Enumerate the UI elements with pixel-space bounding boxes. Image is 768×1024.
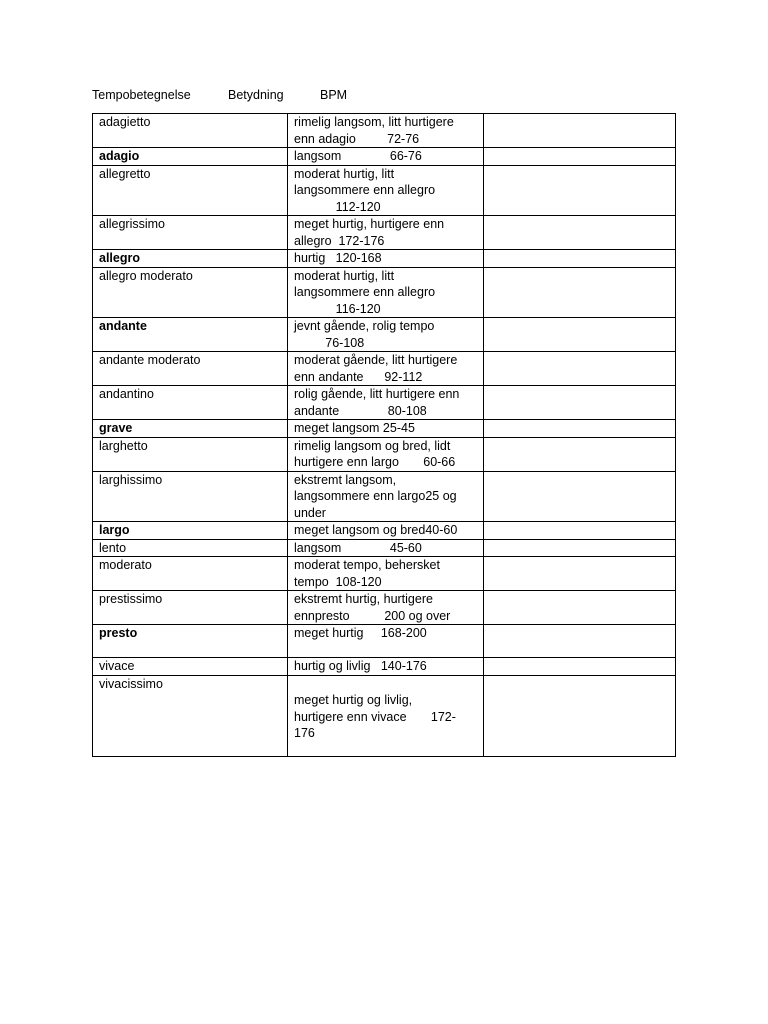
empty-cell [484,522,676,540]
term-cell: allegrissimo [93,216,288,250]
table-row [93,539,676,557]
meaning-text: moderat tempo, behersket tempo 108-120 [294,558,440,589]
meaning-text: moderat hurtig, litt langsommere enn allegro 116-120 [294,268,436,316]
meaning-text: hurtig og livlig 140-176 [294,659,427,673]
table-row [93,165,676,216]
empty-cell [484,557,676,591]
table-row [93,625,676,658]
header-tempobetegnelse: Tempobetegnelse [92,88,191,102]
table-row [93,114,676,148]
meaning-cell [288,591,484,625]
meaning-cell [288,114,484,148]
table-row [93,216,676,250]
table-row [93,658,676,676]
table-row [93,471,676,522]
meaning-text: meget langsom og bred40-60 [294,523,458,537]
table-row [93,148,676,166]
meaning-cell [288,658,484,676]
empty-cell [484,318,676,352]
table-row [93,675,676,756]
term-cell: andantino [93,386,288,420]
empty-cell [484,267,676,318]
term-cell: allegro [93,250,288,268]
meaning-cell [288,625,484,658]
meaning-text: meget hurtig 168-200 [294,626,427,640]
empty-cell [484,216,676,250]
table-row [93,420,676,438]
term-cell: andante [93,318,288,352]
table-row [93,386,676,420]
empty-cell [484,437,676,471]
empty-cell [484,165,676,216]
meaning-cell [288,165,484,216]
meaning-text: ekstremt langsom, langsommere enn largo25 og under [294,472,457,520]
meaning-text: rimelig langsom, litt hurtigere enn adagio 72-76 [294,115,454,146]
empty-cell [484,471,676,522]
empty-cell [484,625,676,658]
empty-cell [484,386,676,420]
meaning-cell [288,250,484,268]
meaning-cell [288,675,484,756]
empty-cell [484,148,676,166]
meaning-text: rimelig langsom og bred, lidt hurtigere enn largo 60-66 [294,438,456,469]
meaning-text: langsom 45-60 [294,540,422,555]
meaning-cell [288,352,484,386]
tempo-table [92,113,676,757]
term-cell: adagio [93,148,288,166]
term-cell: vivacissimo [93,675,288,756]
meaning-text: ekstremt hurtig, hurtigere ennpresto 200 og over [294,592,451,623]
term-cell: andante moderato [93,352,288,386]
term-cell: larghetto [93,437,288,471]
meaning-cell [288,216,484,250]
term-cell: moderato [93,557,288,591]
meaning-cell [288,420,484,438]
table-row [93,267,676,318]
term-cell: larghissimo [93,471,288,522]
table-row [93,352,676,386]
meaning-cell [288,557,484,591]
meaning-cell [288,318,484,352]
meaning-text: meget hurtig og livlig, hurtigere enn vivace 172- 176 [294,693,456,740]
empty-cell [484,114,676,148]
header-bpm: BPM [320,88,348,102]
meaning-cell [288,267,484,318]
table-row [93,437,676,471]
term-cell: vivace [93,658,288,676]
table-row [93,591,676,625]
table-row [93,557,676,591]
empty-cell [484,591,676,625]
term-cell: adagietto [93,114,288,148]
term-cell: prestissimo [93,591,288,625]
term-cell: grave [93,420,288,438]
meaning-text: jevnt gående, rolig tempo 76-108 [294,319,435,350]
meaning-cell [288,437,484,471]
header-betydning: Betydning [228,88,284,102]
meaning-cell [288,539,484,557]
meaning-text: rolig gående, litt hurtigere enn andante 80-108 [294,387,460,418]
meaning-text: moderat gående, litt hurtigere enn andante 92-112 [294,353,458,384]
term-cell: allegro moderato [93,267,288,318]
meaning-cell [288,522,484,540]
table-row [93,318,676,352]
empty-cell [484,658,676,676]
meaning-text: langsom 66-76 [294,149,422,163]
meaning-text: meget hurtig, hurtigere enn allegro 172-176 [294,217,445,248]
meaning-text: moderat hurtig, litt langsommere enn allegro 112-120 [294,166,436,214]
empty-cell [484,250,676,268]
table-row [93,250,676,268]
empty-cell [484,539,676,557]
term-cell: lento [93,539,288,557]
term-cell: allegretto [93,165,288,216]
meaning-cell [288,386,484,420]
term-cell: presto [93,625,288,658]
meaning-cell [288,471,484,522]
term-cell: largo [93,522,288,540]
meaning-text: hurtig 120-168 [294,251,382,265]
meaning-cell [288,148,484,166]
empty-cell [484,352,676,386]
table-row [93,522,676,540]
empty-cell [484,675,676,756]
meaning-text: meget langsom 25-45 [294,421,415,435]
empty-cell [484,420,676,438]
